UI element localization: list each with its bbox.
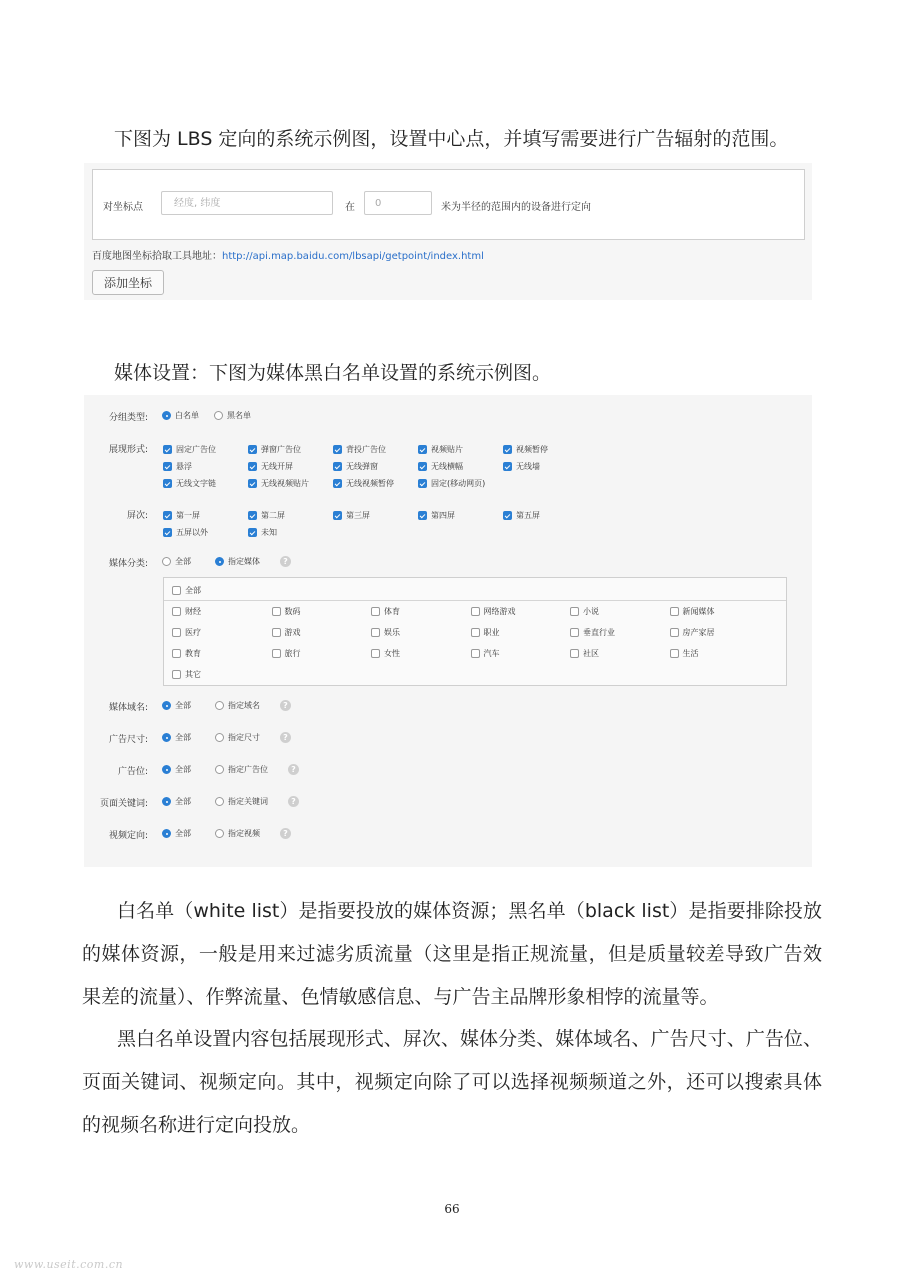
checkbox-icon[interactable] bbox=[163, 479, 172, 488]
display-form-option[interactable] bbox=[503, 461, 540, 472]
media-intro-text: 媒体设置：下图为媒体黑白名单设置的系统示例图。 bbox=[114, 362, 552, 384]
media-settings-panel bbox=[84, 395, 812, 867]
ad-size-label: 广告尺寸: bbox=[108, 735, 148, 745]
checkbox-icon[interactable] bbox=[333, 445, 342, 454]
display-form-option[interactable] bbox=[163, 478, 216, 489]
display-form-option[interactable] bbox=[418, 444, 463, 455]
option-label: 第二屏 bbox=[261, 511, 285, 520]
coordinate-input[interactable]: 经度, 纬度 bbox=[161, 191, 333, 215]
display-form-option[interactable] bbox=[333, 461, 378, 472]
checkbox-icon[interactable] bbox=[248, 479, 257, 488]
radio-icon[interactable] bbox=[214, 411, 223, 420]
display-form-option[interactable] bbox=[333, 444, 386, 455]
option-label: 无线文字链 bbox=[176, 479, 216, 488]
display-form-option[interactable] bbox=[418, 478, 485, 489]
help-icon[interactable]: ? bbox=[280, 556, 291, 567]
radio-icon[interactable] bbox=[215, 765, 224, 774]
checkbox-icon[interactable] bbox=[418, 479, 427, 488]
radio-icon[interactable] bbox=[162, 701, 171, 710]
radio-icon[interactable] bbox=[162, 829, 171, 838]
map-tool-hint bbox=[92, 247, 484, 262]
checkbox-icon[interactable] bbox=[503, 462, 512, 471]
checkbox-icon[interactable] bbox=[471, 628, 480, 637]
radio-icon[interactable] bbox=[215, 701, 224, 710]
category-option[interactable] bbox=[371, 648, 400, 659]
checkbox-icon[interactable] bbox=[172, 628, 181, 637]
category-option[interactable] bbox=[272, 627, 301, 638]
option-label: 数码 bbox=[284, 607, 301, 616]
option-label: 教育 bbox=[185, 649, 201, 658]
option-label: 小说 bbox=[583, 607, 599, 616]
option-label: 悬浮 bbox=[176, 462, 192, 471]
option-label: 固定广告位 bbox=[176, 445, 216, 454]
checkbox-icon[interactable] bbox=[570, 607, 579, 616]
option-label: 指定视频 bbox=[228, 829, 260, 838]
category-option[interactable] bbox=[172, 669, 201, 680]
option-label: 网络游戏 bbox=[483, 607, 516, 616]
option-label: 第一屏 bbox=[176, 511, 200, 520]
coordinate-label: 对坐标点 bbox=[103, 202, 143, 213]
checkbox-icon[interactable] bbox=[272, 628, 281, 637]
checkbox-icon[interactable] bbox=[333, 511, 342, 520]
display-form-option[interactable] bbox=[333, 478, 394, 489]
option-label: 体育 bbox=[384, 607, 400, 616]
category-option[interactable] bbox=[371, 627, 400, 638]
category-option[interactable] bbox=[172, 627, 201, 638]
lbs-coordinate-row bbox=[92, 169, 805, 240]
screen-option[interactable] bbox=[163, 510, 200, 521]
category-option[interactable] bbox=[471, 606, 516, 617]
screen-option[interactable] bbox=[418, 510, 455, 521]
page-keyword-label: 页面关键词: bbox=[99, 799, 148, 809]
option-label: 白名单 bbox=[175, 411, 199, 420]
paragraph-whitelist: 白名单（white list）是指要投放的媒体资源；黑名单（black list）是指要排除投放的媒体资源，一般是用来过滤劣质流量（这里是指正规流量，但是质量较差导致广告效果差的流量）、作弊流量、色情敏感信息、与广告主品牌形象相悖的流量等。 bbox=[82, 900, 822, 1008]
display-form-option[interactable] bbox=[248, 478, 309, 489]
checkbox-icon[interactable] bbox=[163, 511, 172, 520]
option-label: 无线视频贴片 bbox=[261, 479, 309, 488]
checkbox-icon[interactable] bbox=[172, 649, 181, 658]
checkbox-icon[interactable] bbox=[248, 462, 257, 471]
category-header bbox=[164, 578, 786, 601]
option-label: 无线开屏 bbox=[261, 462, 293, 471]
media-domain-label: 媒体域名: bbox=[108, 703, 148, 713]
media-domain-option-1[interactable] bbox=[215, 700, 291, 711]
option-label: 背投广告位 bbox=[346, 445, 386, 454]
option-label: 指定媒体 bbox=[228, 557, 260, 566]
option-label: 全部 bbox=[175, 701, 191, 710]
display-form-option[interactable] bbox=[248, 444, 301, 455]
category-option[interactable] bbox=[272, 648, 301, 659]
category-option[interactable] bbox=[670, 648, 699, 659]
option-label: 无线墙 bbox=[516, 462, 540, 471]
option-label: 旅行 bbox=[284, 649, 301, 658]
ad-slot-label: 广告位: bbox=[117, 767, 148, 777]
display-form-option[interactable] bbox=[248, 461, 293, 472]
option-label: 视频暂停 bbox=[516, 445, 548, 454]
radio-icon[interactable] bbox=[215, 829, 224, 838]
radio-icon[interactable] bbox=[215, 557, 224, 566]
radio-icon[interactable] bbox=[162, 765, 171, 774]
category-option[interactable] bbox=[670, 627, 715, 638]
display-form-option[interactable] bbox=[503, 444, 548, 455]
option-label: 娱乐 bbox=[384, 628, 400, 637]
checkbox-icon[interactable] bbox=[670, 649, 679, 658]
option-label: 指定关键词 bbox=[228, 797, 268, 806]
display-form-label: 展现形式: bbox=[108, 445, 148, 455]
help-icon[interactable]: ? bbox=[280, 732, 291, 743]
checkbox-icon[interactable] bbox=[172, 586, 181, 595]
checkbox-icon[interactable] bbox=[570, 628, 579, 637]
option-label: 医疗 bbox=[185, 628, 201, 637]
radio-icon[interactable] bbox=[215, 733, 224, 742]
radius-input[interactable]: 0 bbox=[364, 191, 432, 215]
ad-slot-option-1[interactable] bbox=[215, 764, 299, 775]
checkbox-icon[interactable] bbox=[503, 445, 512, 454]
option-label: 全部 bbox=[175, 733, 191, 742]
checkbox-icon[interactable] bbox=[371, 649, 380, 658]
radio-icon[interactable] bbox=[215, 797, 224, 806]
category-option[interactable] bbox=[172, 648, 201, 659]
watermark: www.useit.com.cn bbox=[14, 1258, 124, 1271]
help-icon[interactable]: ? bbox=[288, 764, 299, 775]
checkbox-icon[interactable] bbox=[418, 445, 427, 454]
video-target-option-1[interactable] bbox=[215, 828, 291, 839]
ad-slot-option-0[interactable] bbox=[162, 764, 191, 775]
checkbox-icon[interactable] bbox=[670, 607, 679, 616]
checkbox-icon[interactable] bbox=[248, 445, 257, 454]
help-icon[interactable]: ? bbox=[280, 700, 291, 711]
screen-option[interactable] bbox=[503, 510, 540, 521]
checkbox-icon[interactable] bbox=[503, 511, 512, 520]
category-option[interactable] bbox=[670, 606, 715, 617]
checkbox-icon[interactable] bbox=[418, 511, 427, 520]
display-form-option[interactable] bbox=[163, 444, 216, 455]
radio-icon[interactable] bbox=[162, 733, 171, 742]
checkbox-icon[interactable] bbox=[172, 670, 181, 679]
page-keyword-option-1[interactable] bbox=[215, 796, 299, 807]
screen-option[interactable] bbox=[248, 527, 277, 538]
page-keyword-option-0[interactable] bbox=[162, 796, 191, 807]
video-target-label: 视频定向: bbox=[108, 831, 148, 841]
help-icon[interactable]: ? bbox=[288, 796, 299, 807]
add-coordinate-button[interactable]: 添加坐标 bbox=[92, 270, 164, 295]
option-label: 全部 bbox=[185, 586, 201, 595]
screen-option[interactable] bbox=[333, 510, 370, 521]
option-label: 全部 bbox=[175, 829, 191, 838]
option-label: 视频贴片 bbox=[431, 445, 463, 454]
option-label: 弹窗广告位 bbox=[261, 445, 301, 454]
checkbox-icon[interactable] bbox=[418, 462, 427, 471]
paragraph-settings: 黑白名单设置内容包括展现形式、屏次、媒体分类、媒体域名、广告尺寸、广告位、页面关键词、视频定向。其中，视频定向除了可以选择视频频道之外，还可以搜索具体的视频名称进行定向投放。 bbox=[82, 1028, 822, 1136]
media-category-option-1[interactable] bbox=[215, 556, 291, 567]
option-label: 汽车 bbox=[483, 649, 500, 658]
option-label: 其它 bbox=[185, 670, 201, 679]
option-label: 无线横幅 bbox=[431, 462, 463, 471]
ad-size-option-1[interactable] bbox=[215, 732, 291, 743]
option-label: 房产家居 bbox=[682, 628, 715, 637]
option-label: 无线视频暂停 bbox=[346, 479, 394, 488]
option-label: 职业 bbox=[483, 628, 500, 637]
option-label: 第三屏 bbox=[346, 511, 370, 520]
option-label: 财经 bbox=[185, 607, 201, 616]
category-option[interactable] bbox=[471, 648, 500, 659]
checkbox-icon[interactable] bbox=[371, 628, 380, 637]
map-tool-label: 百度地图坐标拾取工具地址： bbox=[92, 251, 222, 262]
option-label: 指定域名 bbox=[228, 701, 260, 710]
option-label: 垂直行业 bbox=[583, 628, 615, 637]
category-option[interactable] bbox=[570, 627, 615, 638]
option-label: 新闻媒体 bbox=[682, 607, 715, 616]
checkbox-icon[interactable] bbox=[570, 649, 579, 658]
option-label: 指定广告位 bbox=[228, 765, 268, 774]
checkbox-icon[interactable] bbox=[333, 479, 342, 488]
checkbox-icon[interactable] bbox=[163, 462, 172, 471]
checkbox-icon[interactable] bbox=[333, 462, 342, 471]
option-label: 第四屏 bbox=[431, 511, 455, 520]
checkbox-icon[interactable] bbox=[371, 607, 380, 616]
media-category-box bbox=[163, 577, 787, 686]
checkbox-icon[interactable] bbox=[248, 511, 257, 520]
group-type-option-0[interactable] bbox=[162, 410, 199, 421]
help-icon[interactable]: ? bbox=[280, 828, 291, 839]
checkbox-icon[interactable] bbox=[172, 607, 181, 616]
video-target-option-0[interactable] bbox=[162, 828, 191, 839]
group-type-option-1[interactable] bbox=[214, 410, 251, 421]
option-label: 五屏以外 bbox=[176, 528, 208, 537]
category-option[interactable] bbox=[570, 606, 599, 617]
media-category-label: 媒体分类: bbox=[108, 559, 148, 569]
category-option[interactable] bbox=[471, 627, 500, 638]
option-label: 固定(移动网页) bbox=[431, 479, 486, 488]
category-option[interactable] bbox=[172, 606, 201, 617]
category-option[interactable] bbox=[272, 606, 301, 617]
screen-option[interactable] bbox=[163, 527, 208, 538]
option-label: 全部 bbox=[175, 765, 191, 774]
display-form-option[interactable] bbox=[418, 461, 463, 472]
page-number: 66 bbox=[444, 1202, 460, 1216]
checkbox-icon[interactable] bbox=[163, 445, 172, 454]
screen-option[interactable] bbox=[248, 510, 285, 521]
display-form-option[interactable] bbox=[163, 461, 192, 472]
checkbox-icon[interactable] bbox=[163, 528, 172, 537]
media-category-option-0[interactable] bbox=[162, 556, 191, 567]
group-type-label: 分组类型: bbox=[108, 413, 148, 423]
option-label: 女性 bbox=[384, 649, 400, 658]
screen-label: 屏次: bbox=[126, 511, 148, 521]
map-tool-link[interactable]: http://api.map.baidu.com/lbsapi/getpoint/index.html bbox=[222, 251, 484, 262]
option-label: 全部 bbox=[175, 797, 191, 806]
radio-icon[interactable] bbox=[162, 411, 171, 420]
category-option[interactable] bbox=[371, 606, 400, 617]
checkbox-icon[interactable] bbox=[670, 628, 679, 637]
checkbox-icon[interactable] bbox=[272, 607, 281, 616]
checkbox-icon[interactable] bbox=[471, 649, 480, 658]
category-option[interactable] bbox=[570, 648, 599, 659]
media-domain-option-0[interactable] bbox=[162, 700, 191, 711]
radio-icon[interactable] bbox=[162, 557, 171, 566]
ad-size-option-0[interactable] bbox=[162, 732, 191, 743]
radio-icon[interactable] bbox=[162, 797, 171, 806]
option-label: 生活 bbox=[682, 649, 699, 658]
option-label: 全部 bbox=[175, 557, 191, 566]
checkbox-icon[interactable] bbox=[248, 528, 257, 537]
option-label: 指定尺寸 bbox=[228, 733, 260, 742]
option-label: 黑名单 bbox=[227, 411, 251, 420]
lbs-panel bbox=[84, 163, 812, 300]
lbs-intro-text: 下图为 LBS 定向的系统示例图，设置中心点，并填写需要进行广告辐射的范围。 bbox=[114, 128, 789, 150]
checkbox-icon[interactable] bbox=[471, 607, 480, 616]
checkbox-icon[interactable] bbox=[272, 649, 281, 658]
option-label: 未知 bbox=[261, 528, 277, 537]
at-label: 在 bbox=[345, 202, 355, 213]
radius-suffix-label: 米为半径的范围内的设备进行定向 bbox=[441, 202, 591, 213]
option-label: 第五屏 bbox=[516, 511, 540, 520]
option-label: 游戏 bbox=[284, 628, 301, 637]
category-all-option[interactable] bbox=[172, 585, 201, 596]
option-label: 无线弹窗 bbox=[346, 462, 378, 471]
option-label: 社区 bbox=[583, 649, 599, 658]
